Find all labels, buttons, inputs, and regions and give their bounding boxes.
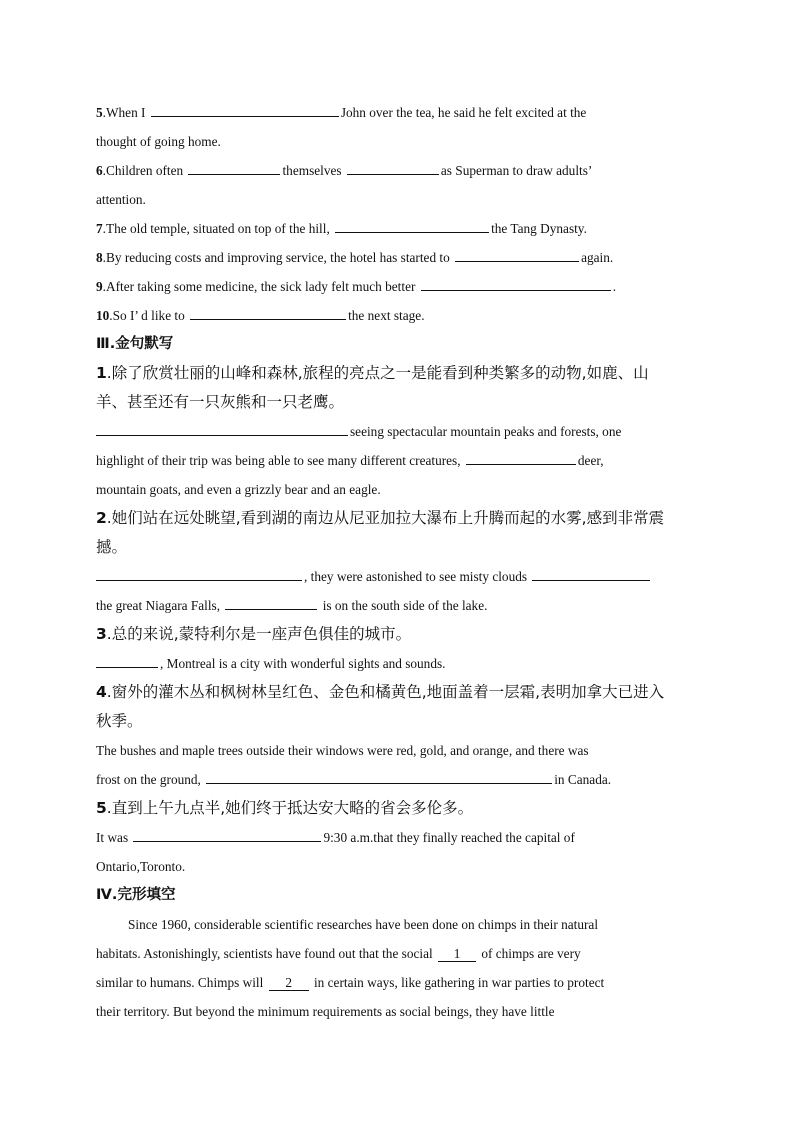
item-3-english bbox=[96, 649, 700, 678]
sentence-text: .By reducing costs and improving service, the hotel has started to bbox=[102, 250, 454, 265]
sentence-text: frost on the ground, bbox=[96, 772, 205, 787]
item-number: 3 bbox=[96, 625, 107, 643]
sentence-text: .So I’ d like to bbox=[109, 308, 189, 323]
chinese-prompt: .除了欣赏壮丽的山峰和森林,旅程的亮点之一是能看到种类繁多的动物,如鹿、山 bbox=[106, 364, 649, 382]
sentence-text: , they were astonished to see misty clouds bbox=[304, 569, 531, 584]
item-number: 4 bbox=[96, 683, 107, 701]
item-2-english-2 bbox=[96, 591, 700, 620]
sentence-text: The bushes and maple trees outside their windows were red, gold, and orange, and there was bbox=[96, 743, 589, 758]
sentence-5-cont bbox=[96, 127, 700, 156]
item-1-english-3 bbox=[96, 475, 700, 504]
item-4-chinese-cont bbox=[96, 707, 700, 736]
sentence-text: the Tang Dynasty. bbox=[491, 221, 587, 236]
item-5-english bbox=[96, 823, 700, 852]
worksheet-page bbox=[96, 98, 700, 1026]
sentence-text: again. bbox=[581, 250, 614, 265]
item-2-chinese bbox=[96, 504, 700, 533]
item-number: 7 bbox=[96, 221, 103, 236]
item-number: 8 bbox=[96, 250, 103, 265]
item-1-english bbox=[96, 417, 700, 446]
sentence-text: Ontario,Toronto. bbox=[96, 859, 186, 874]
sentence-text: .When I bbox=[102, 105, 149, 120]
chinese-prompt: .窗外的灌木丛和枫树林呈红色、金色和橘黄色,地面盖着一层霜,表明加拿大已进入 bbox=[106, 683, 665, 701]
item-1-chinese bbox=[96, 359, 700, 388]
cloze-line-3 bbox=[96, 968, 700, 997]
sentence-text: themselves bbox=[282, 163, 345, 178]
item-1-chinese-cont bbox=[96, 388, 700, 417]
item-number: 1 bbox=[96, 364, 107, 382]
item-number: 9 bbox=[96, 279, 103, 294]
answer-blank[interactable] bbox=[532, 568, 650, 581]
answer-blank[interactable] bbox=[421, 278, 611, 291]
answer-blank[interactable] bbox=[151, 104, 339, 117]
cloze-blank-2[interactable]: 2 bbox=[269, 976, 309, 991]
sentence-8 bbox=[96, 243, 700, 272]
item-2-chinese-cont bbox=[96, 533, 700, 562]
answer-blank[interactable] bbox=[225, 597, 317, 610]
sentence-text: .Children often bbox=[102, 163, 187, 178]
sentence-text: John over the tea, he said he felt excited at the bbox=[340, 105, 587, 120]
sentence-6-cont bbox=[96, 185, 700, 214]
chinese-prompt: .她们站在远处眺望,看到湖的南边从尼亚加拉大瀑布上升腾而起的水雾,感到非常震 bbox=[106, 509, 665, 527]
answer-blank[interactable] bbox=[206, 771, 552, 784]
passage-text: Since 1960, considerable scientific researches have been done on chimps in their natural bbox=[128, 917, 599, 932]
sentence-text: mountain goats, and even a grizzly bear and an eagle. bbox=[96, 482, 381, 497]
passage-text: similar to humans. Chimps will bbox=[96, 975, 267, 990]
chinese-prompt: 撼。 bbox=[96, 538, 128, 556]
sentence-text: seeing spectacular mountain peaks and forests, one bbox=[350, 424, 622, 439]
sentence-text: thought of going home. bbox=[96, 134, 221, 149]
cloze-line-4 bbox=[96, 997, 700, 1026]
answer-blank[interactable] bbox=[96, 423, 348, 436]
item-number: 10 bbox=[96, 308, 110, 323]
sentence-text: , Montreal is a city with wonderful sights and sounds. bbox=[160, 656, 446, 671]
item-4-english-2 bbox=[96, 765, 700, 794]
answer-blank[interactable] bbox=[96, 568, 302, 581]
answer-blank[interactable] bbox=[188, 162, 280, 175]
item-2-english bbox=[96, 562, 700, 591]
sentence-text: .After taking some medicine, the sick lady felt much better bbox=[102, 279, 419, 294]
sentence-text: It was bbox=[96, 830, 132, 845]
sentence-7 bbox=[96, 214, 700, 243]
item-5-english-2 bbox=[96, 852, 700, 881]
passage-text: of chimps are very bbox=[478, 946, 581, 961]
sentence-text: the next stage. bbox=[348, 308, 425, 323]
sentence-text: deer, bbox=[577, 453, 604, 468]
sentence-text: the great Niagara Falls, bbox=[96, 598, 224, 613]
answer-blank[interactable] bbox=[455, 249, 579, 262]
sentence-text: as Superman to draw adults’ bbox=[440, 163, 593, 178]
sentence-6 bbox=[96, 156, 700, 185]
sentence-text: attention. bbox=[96, 192, 146, 207]
item-number: 5 bbox=[96, 799, 107, 817]
answer-blank[interactable] bbox=[335, 220, 489, 233]
sentence-text: 9:30 a.m.that they finally reached the capital of bbox=[323, 830, 575, 845]
answer-blank[interactable] bbox=[133, 829, 321, 842]
item-3-chinese bbox=[96, 620, 700, 649]
passage-text: their territory. But beyond the minimum requirements as social beings, they have little bbox=[96, 1004, 555, 1019]
sentence-text: . bbox=[612, 279, 617, 294]
section-4-title: Ⅳ.完形填空 bbox=[96, 887, 176, 903]
item-number: 6 bbox=[96, 163, 103, 178]
sentence-text: in Canada. bbox=[554, 772, 612, 787]
answer-blank[interactable] bbox=[96, 655, 158, 668]
chinese-prompt: 秋季。 bbox=[96, 712, 143, 730]
section-3-title: Ⅲ.金句默写 bbox=[96, 336, 174, 352]
answer-blank[interactable] bbox=[347, 162, 439, 175]
chinese-prompt: 羊、甚至还有一只灰熊和一只老鹰。 bbox=[96, 393, 345, 411]
item-1-english-2 bbox=[96, 446, 700, 475]
sentence-text: is on the south side of the lake. bbox=[319, 598, 488, 613]
answer-blank[interactable] bbox=[190, 307, 346, 320]
item-4-english bbox=[96, 736, 700, 765]
chinese-prompt: .总的来说,蒙特利尔是一座声色俱佳的城市。 bbox=[106, 625, 412, 643]
sentence-text: highlight of their trip was being able to see many different creatures, bbox=[96, 453, 464, 468]
item-5-chinese bbox=[96, 794, 700, 823]
cloze-line-1 bbox=[96, 910, 700, 939]
sentence-10 bbox=[96, 301, 700, 330]
sentence-5 bbox=[96, 98, 700, 127]
chinese-prompt: .直到上午九点半,她们终于抵达安大略的省会多伦多。 bbox=[106, 799, 474, 817]
cloze-blank-1[interactable]: 1 bbox=[438, 947, 476, 962]
sentence-9 bbox=[96, 272, 700, 301]
passage-text: in certain ways, like gathering in war parties to protect bbox=[310, 975, 605, 990]
sentence-text: .The old temple, situated on top of the hill, bbox=[102, 221, 334, 236]
item-number: 5 bbox=[96, 105, 103, 120]
passage-text: habitats. Astonishingly, scientists have found out that the social bbox=[96, 946, 437, 961]
item-number: 2 bbox=[96, 509, 107, 527]
cloze-line-2 bbox=[96, 939, 700, 968]
item-4-chinese bbox=[96, 678, 700, 707]
answer-blank[interactable] bbox=[466, 452, 576, 465]
